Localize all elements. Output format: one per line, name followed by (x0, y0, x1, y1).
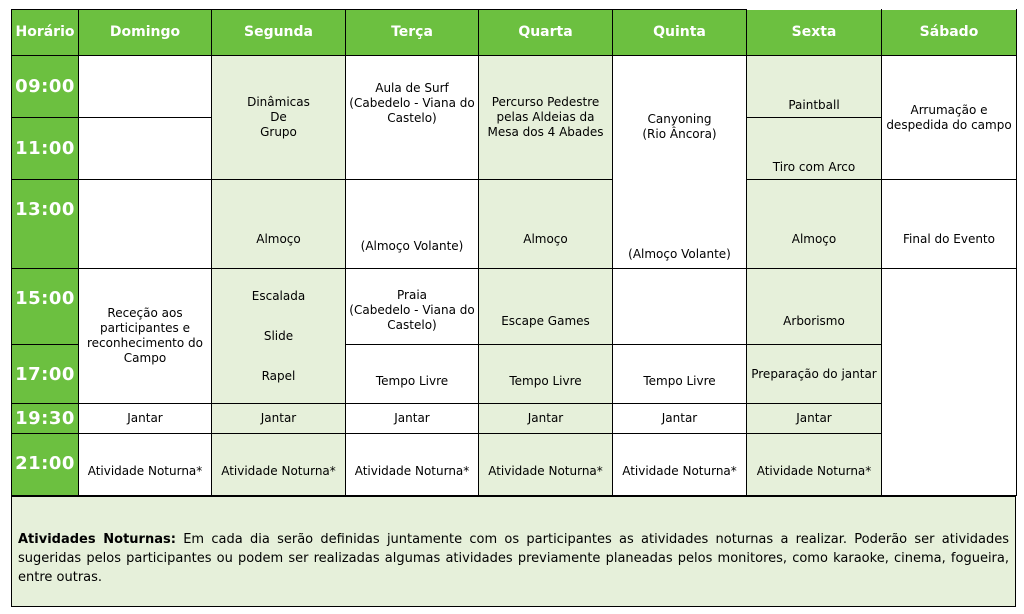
cell-domingo-rececao (79, 269, 212, 404)
cell-sexta-tiro (747, 118, 882, 180)
header-sexta: Sexta (747, 10, 882, 56)
notes-label: Atividades Noturnas: (18, 532, 176, 547)
cell-quinta-jantar (613, 404, 747, 434)
activity-text: Almoço (256, 231, 301, 246)
cell-sexta-noturna (747, 434, 882, 496)
activity-text: Canyoning (Rio Âncora) (642, 112, 717, 141)
cell-quinta-tempo (613, 345, 747, 404)
cell-terca-praia (346, 269, 479, 345)
cell-domingo-0900 (79, 56, 212, 118)
activity-text: Atividade Noturna* (488, 464, 603, 478)
cell-quinta-1500 (613, 269, 747, 345)
time-2100: 21:00 (12, 434, 79, 496)
activity-text: Jantar (394, 411, 430, 425)
cell-terca-surf (346, 56, 479, 180)
row-1930 (12, 404, 1017, 434)
row-1300 (12, 180, 1017, 269)
cell-sexta-almoco (747, 180, 882, 269)
activity-text: Jantar (527, 411, 564, 425)
activity-text: Atividade Noturna* (221, 464, 336, 478)
cell-quinta-canyoning (613, 56, 747, 269)
activity-text: Almoço (523, 231, 568, 246)
cell-quinta-noturna (613, 434, 747, 496)
notes-text: Em cada dia serão definidas juntamente com os participantes as atividades noturnas a realizar. Poderão ser atividades sugeridas pelos participantes ou podem ser realizadas algumas atividades previamente planeadas pelos monitores, como karaoke, cinema, fogueira, entre outras. (18, 532, 1010, 585)
cell-segunda-noturna (212, 434, 346, 496)
activity-text: Tiro com Arco (772, 160, 856, 174)
cell-sexta-paintball (747, 56, 882, 118)
activity-text: Final do Evento (903, 231, 995, 246)
activity-text: Jantar (127, 411, 163, 425)
activity-text: Receção aos participantes e reconhecimento do Campo (86, 306, 203, 365)
cell-domingo-noturna (79, 434, 212, 496)
cell-segunda-jantar (212, 404, 346, 434)
activity-text: (Almoço Volante) (360, 239, 464, 253)
row-2100 (12, 434, 1017, 496)
activity-text: Praia (Cabedelo - Viana do Castelo) (349, 288, 475, 332)
row-1500 (12, 269, 1017, 345)
activity-text: Atividade Noturna* (622, 464, 737, 478)
cell-segunda-almoco (212, 180, 346, 269)
activity-text: Almoço (791, 231, 837, 246)
cell-quarta-percurso (479, 56, 613, 180)
activity-text: Tempo Livre (375, 373, 449, 388)
header-time: Horário (12, 10, 79, 56)
cell-segunda-dinamicas (212, 56, 346, 180)
time-1100: 11:00 (12, 118, 79, 180)
cell-sabado-empty (882, 269, 1017, 496)
header-row (12, 10, 1017, 56)
activity-text: Preparação do jantar (751, 366, 877, 381)
activity-text: Rapel (261, 368, 296, 383)
header-quarta: Quarta (479, 10, 613, 56)
activity-text: Jantar (260, 411, 297, 425)
cell-quarta-escape (479, 269, 613, 345)
header-terca: Terça (346, 10, 479, 56)
cell-domingo-1300 (79, 180, 212, 269)
cell-terca-almoco (346, 180, 479, 269)
activity-text: Arrumação e despedida do campo (886, 102, 1012, 132)
time-1930: 19:30 (12, 404, 79, 434)
cell-domingo-jantar (79, 404, 212, 434)
cell-sabado-arrumacao (882, 56, 1017, 180)
time-0900: 09:00 (12, 56, 79, 118)
time-1700: 17:00 (12, 345, 79, 404)
row-0900 (12, 56, 1017, 118)
activity-text: Tempo Livre (643, 373, 716, 388)
cell-sexta-jantar (747, 404, 882, 434)
header-segunda: Segunda (212, 10, 346, 56)
cell-sabado-final (882, 180, 1017, 269)
schedule-table (11, 9, 1017, 496)
cell-quarta-noturna (479, 434, 613, 496)
activity-text: Aula de Surf (Cabedelo - Viana do Castelo) (349, 81, 475, 125)
activity-text: Escalada (251, 288, 306, 303)
activity-text: Paintball (788, 98, 840, 112)
activity-text: Atividade Noturna* (756, 464, 872, 478)
cell-segunda-escalada (212, 269, 346, 404)
activity-text: Slide (263, 328, 294, 343)
header-domingo: Domingo (79, 10, 212, 56)
time-1300: 13:00 (12, 180, 79, 269)
cell-terca-tempo (346, 345, 479, 404)
cell-sexta-preparacao (747, 345, 882, 404)
activity-text: Atividade Noturna* (354, 464, 470, 478)
activity-text: Percurso Pedestre pelas Aldeias da Mesa dos 4 Abades (487, 95, 604, 139)
activity-text: Tempo Livre (509, 373, 582, 388)
cell-quarta-almoco (479, 180, 613, 269)
time-1500: 15:00 (12, 269, 79, 345)
notes-box (11, 496, 1016, 607)
activity-text: Atividade Noturna* (87, 464, 203, 478)
cell-domingo-1100 (79, 118, 212, 180)
cell-sexta-arborismo (747, 269, 882, 345)
header-quinta: Quinta (613, 10, 747, 56)
header-sabado: Sábado (882, 10, 1017, 56)
cell-terca-jantar (346, 404, 479, 434)
activity-text: Jantar (796, 411, 832, 425)
activity-text: Jantar (661, 411, 698, 425)
activity-text: Dinâmicas De Grupo (247, 95, 310, 139)
activity-text: (Almoço Volante) (628, 247, 731, 261)
cell-terca-noturna (346, 434, 479, 496)
cell-quarta-tempo (479, 345, 613, 404)
activity-text: Escape Games (501, 314, 590, 328)
activity-text: Arborismo (783, 314, 845, 328)
cell-quarta-jantar (479, 404, 613, 434)
